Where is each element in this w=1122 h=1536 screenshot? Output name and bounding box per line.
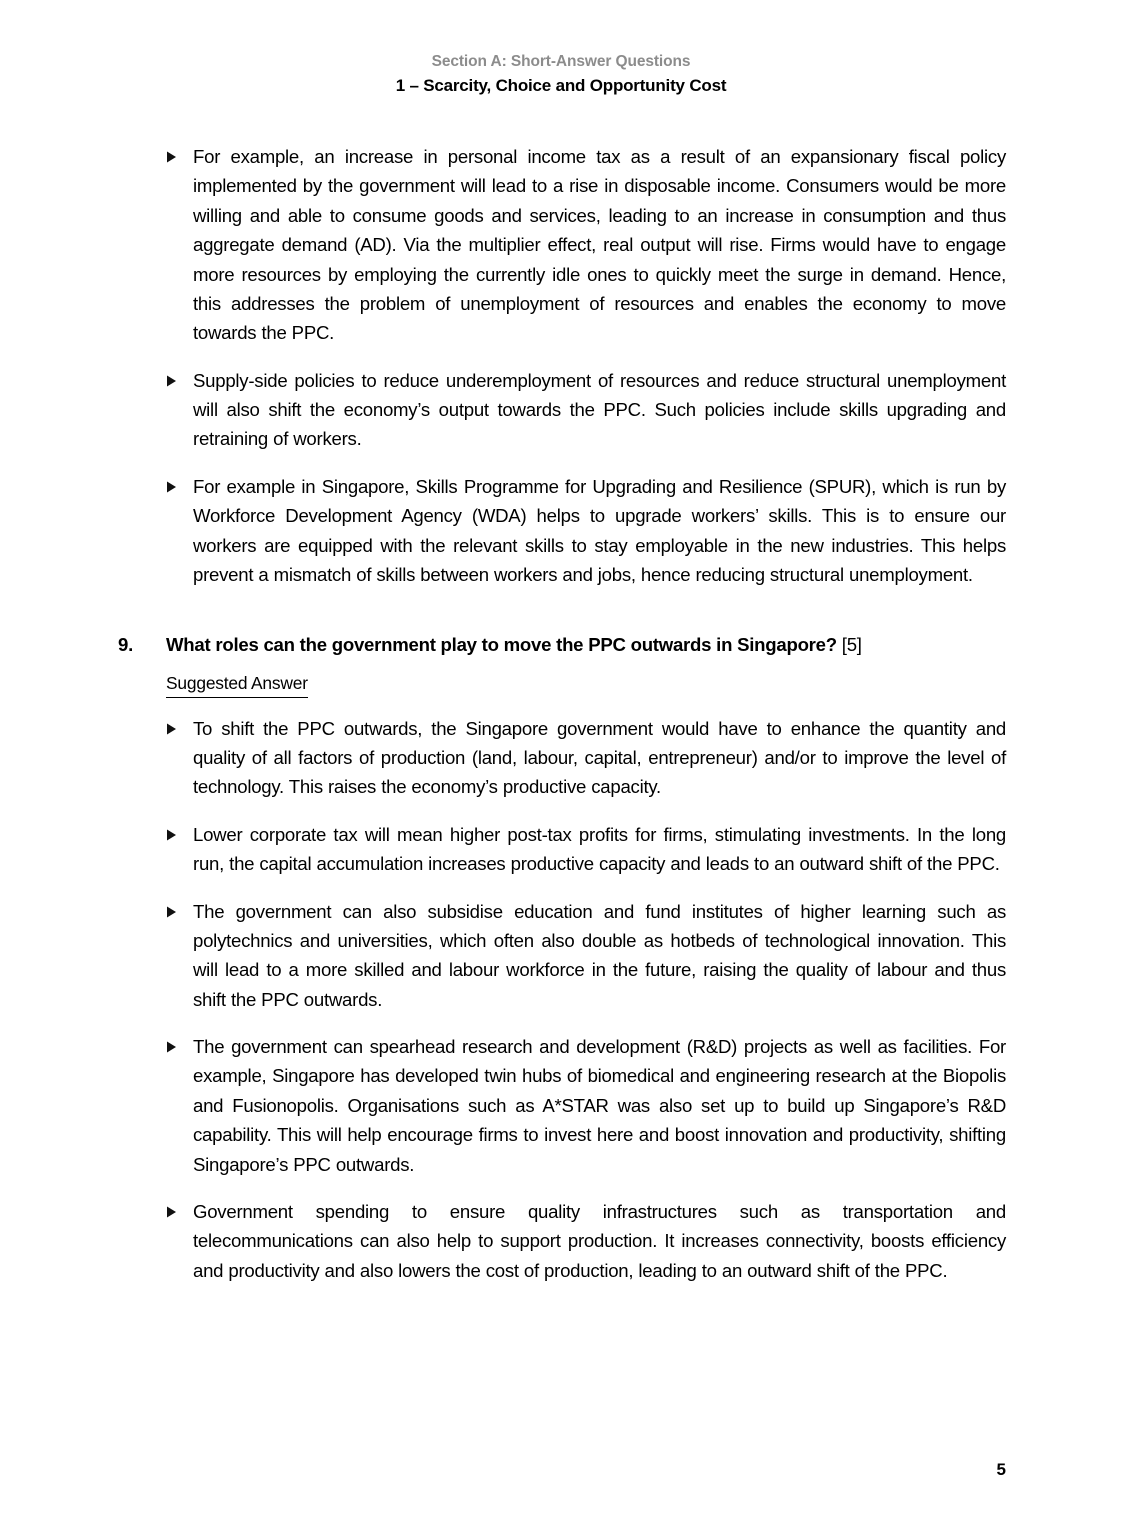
list-item-text: For example, an increase in personal income tax as a result of an expansionary fiscal policy implemented by the government will lead to a rise in disposable income. Consumers would be more willing and able to consume goods and services, leading to an increase in consumption and thus aggregate demand (AD). Via the multiplier effect, real output will rise. Firms would have to engage more resources by employing the currently idle ones to quickly meet the surge in demand. Hence, this addresses the problem of unemployment of resources and enables the economy to move towards the PPC. (193, 146, 1006, 344)
triangle-bullet-icon (166, 714, 180, 735)
answer-points-list (118, 714, 1006, 1285)
page-content (118, 142, 1006, 1285)
list-item-text: Supply-side policies to reduce underemployment of resources and reduce structural unemployment will also shift the economy’s output towards the PPC. Such policies include skills upgrading and retraining of workers. (193, 369, 1006, 450)
triangle-bullet-icon (166, 142, 180, 163)
list-item (118, 714, 1006, 802)
list-item-text: For example in Singapore, Skills Programme for Upgrading and Resilience (SPUR), which is run by Workforce Development Agency (WDA) helps to upgrade workers’ skills. This is to ensure our workers are equipped with the relevant skills to stay employable in the new industries. This helps prevent a mismatch of skills between workers and jobs, hence reducing structural unemployment. (193, 475, 1006, 585)
running-head (0, 52, 1122, 97)
question-text: What roles can the government play to move the PPC outwards in Singapore? (166, 634, 837, 656)
list-item (118, 142, 1006, 348)
triangle-bullet-icon (166, 1032, 180, 1053)
list-item-text: To shift the PPC outwards, the Singapore government would have to enhance the quantity and quality of all factors of production (land, labour, capital, entrepreneur) and/or to improve the level of technology. This raises the economy’s productive capacity. (193, 717, 1006, 798)
continued-points-list (118, 142, 1006, 589)
list-item (118, 820, 1006, 879)
list-item (118, 1197, 1006, 1285)
triangle-bullet-icon (166, 366, 180, 387)
triangle-bullet-icon (166, 1197, 180, 1218)
list-item-text: The government can also subsidise education and fund institutes of higher learning such as polytechnics and universities, which often also double as hotbeds of technological innovation. This will lead to a more skilled and labour workforce in the future, raising the quality of labour and thus shift the PPC outwards. (193, 900, 1006, 1010)
list-item (118, 366, 1006, 454)
list-item-text: Government spending to ensure quality infrastructures such as transportation and telecommunications can also help to support production. It increases connectivity, boosts efficiency and productivity and also lowers the cost of production, leading to an outward shift of the PPC. (193, 1200, 1006, 1281)
question-block (118, 631, 1006, 697)
list-item (118, 897, 1006, 1015)
question-number: 9. (118, 634, 134, 656)
list-item (118, 472, 1006, 590)
triangle-bullet-icon (166, 897, 180, 918)
topic-heading: 1 – Scarcity, Choice and Opportunity Cost (395, 75, 727, 95)
list-item-text: Lower corporate tax will mean higher post-tax profits for firms, stimulating investments. In the long run, the capital accumulation increases productive capacity and leads to an outward shift of the PPC. (193, 823, 1006, 875)
question-marks: [5] (841, 634, 862, 656)
page-number: 5 (996, 1460, 1006, 1479)
suggested-answer-label: Suggested Answer (166, 672, 308, 697)
triangle-bullet-icon (166, 820, 180, 841)
question-heading (118, 631, 1006, 659)
list-item (118, 1032, 1006, 1179)
triangle-bullet-icon (166, 472, 180, 493)
list-item-text: The government can spearhead research and development (R&D) projects as well as facilities. For example, Singapore has developed twin hubs of biomedical and engineering research at the Biopolis and Fusionopolis. Organisations such as A*STAR was also set up to build up Singapore’s R&D capability. This will help encourage firms to invest here and boost innovation and productivity, shifting Singapore’s PPC outwards. (193, 1036, 1006, 1175)
section-heading: Section A: Short-Answer Questions (431, 53, 691, 70)
